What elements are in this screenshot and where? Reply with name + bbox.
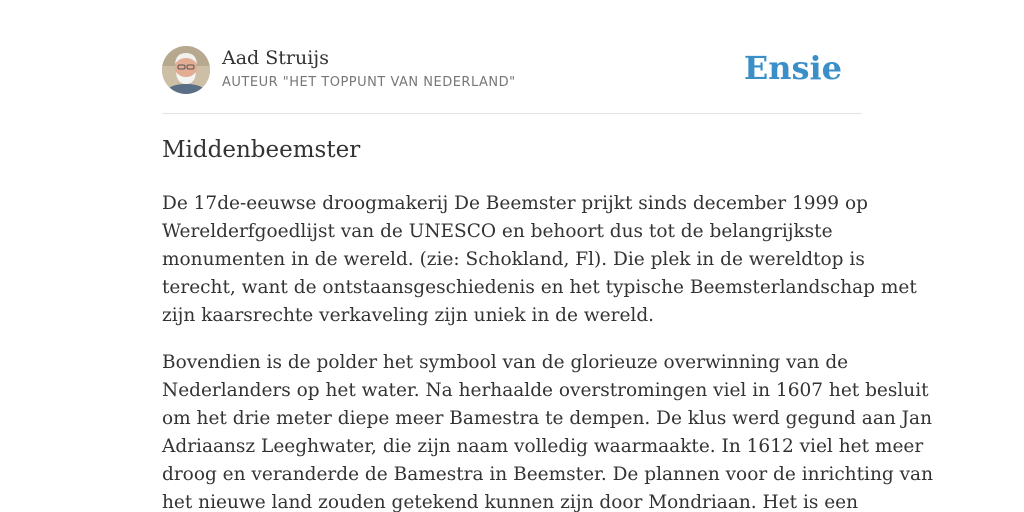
author-role: AUTEUR "HET TOPPUNT VAN NEDERLAND" — [222, 75, 516, 90]
author-name[interactable]: Aad Struijs — [222, 47, 329, 69]
paragraph-line: monumenten in de wereld. (zie: Schokland, Fl). Die plek in de wereldtop is — [162, 249, 865, 270]
ensie-logo[interactable]: Ensie — [743, 49, 842, 87]
paragraph-line: Werelderfgoedlijst van de UNESCO en behoort dus tot de belangrijkste — [162, 221, 833, 242]
author-photo — [162, 46, 210, 94]
paragraph-line: Adriaansz Leeghwater, die zijn naam volledig waarmaakte. In 1612 viel het meer — [162, 436, 924, 457]
paragraph — [162, 349, 933, 512]
author-avatar[interactable] — [162, 46, 210, 94]
paragraph-line: Nederlanders op het water. Na herhaalde overstromingen viel in 1607 het besluit — [162, 380, 929, 401]
paragraph-line: droog en veranderde de Bamestra in Beemster. De plannen voor de inrichting van — [162, 464, 933, 485]
article-title: Middenbeemster — [162, 137, 361, 163]
header-divider — [162, 113, 862, 114]
article-header — [162, 46, 862, 96]
paragraph-line: Bovendien is de polder het symbool van de glorieuze overwinning van de — [162, 352, 849, 373]
paragraph-line: De 17de-eeuwse droogmakerij De Beemster prijkt sinds december 1999 op — [162, 193, 868, 214]
paragraph-line: het nieuwe land zouden getekend kunnen zijn door Mondriaan. Het is een — [162, 492, 859, 512]
paragraph — [162, 190, 917, 330]
paragraph-line: zijn kaarsrechte verkaveling zijn uniek in de wereld. — [162, 305, 655, 326]
paragraph-line: om het drie meter diepe meer Bamestra te dempen. De klus werd gegund aan Jan — [162, 408, 932, 429]
article-body — [162, 190, 933, 512]
paragraph-line: terecht, want de ontstaansgeschiedenis en het typische Beemsterlandschap met — [162, 277, 917, 298]
